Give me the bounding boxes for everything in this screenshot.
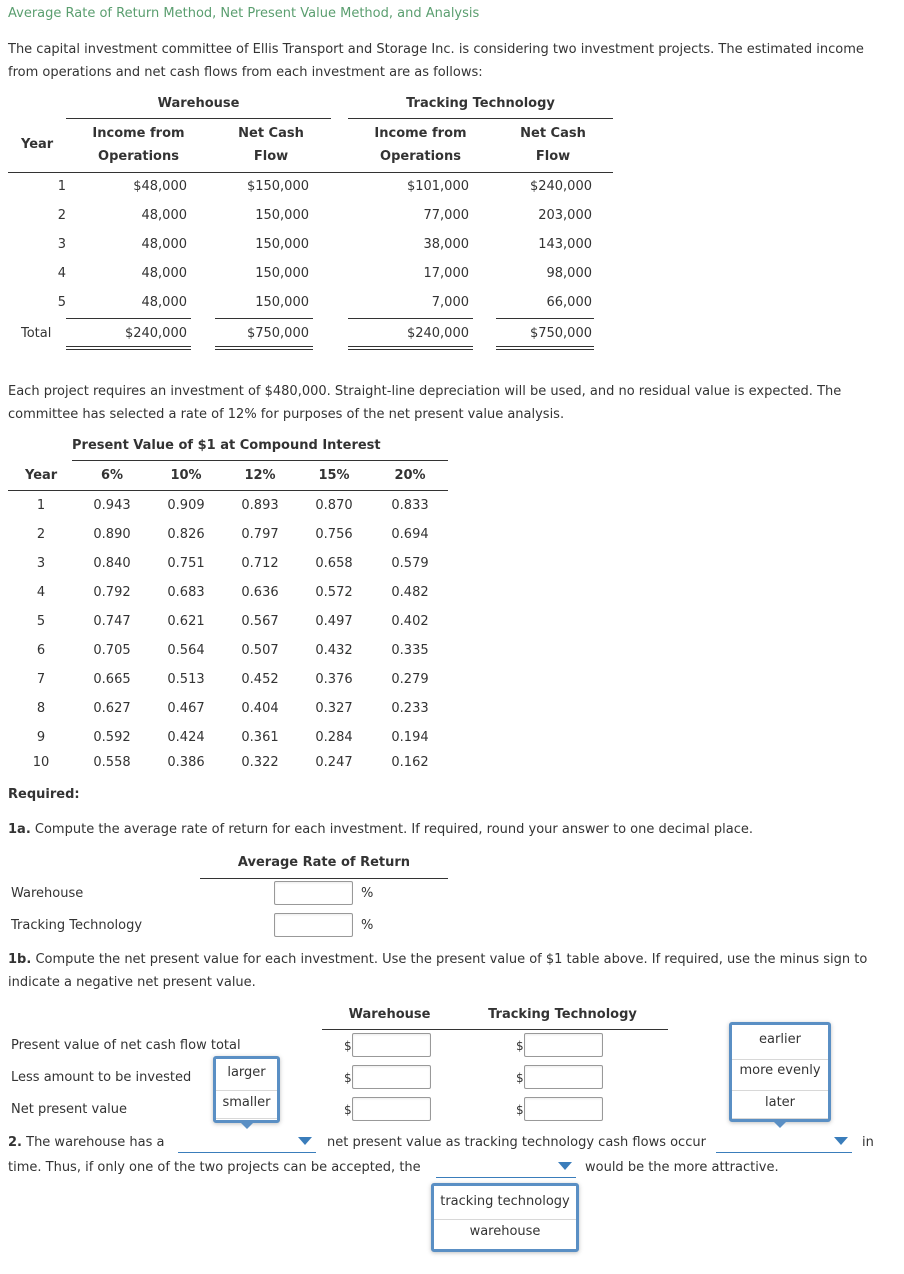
pv-factor-cell: 0.665 [93,672,131,687]
npv-row-pv-label: Present value of net cash flow total [11,1038,241,1053]
npv-w-npv-input[interactable] [352,1097,431,1121]
pv-factor-cell: 0.386 [167,755,205,770]
arr-tracking-input[interactable] [274,913,353,937]
investment-paragraph: Each project requires an investment of $480,000. Straight-line depreciation will be used, and no residual value is expected. The committee has selected a rate of 12% for purposes of the net present value analysis. [8,384,842,422]
pv-factor-cell: 0.507 [241,643,279,658]
col-header-t-income-1: Income from [374,126,467,141]
pv-factor-cell: 0.890 [93,527,131,542]
pv-factor-cell: 0.694 [391,527,429,542]
project-choice-menu [431,1183,579,1252]
npv-comparison-menu [213,1056,280,1123]
pv-factor-cell: 0.636 [241,585,279,600]
total-t-cash: $750,000 [529,326,592,341]
pv-factor-cell: 0.683 [167,585,205,600]
q2-text-a [8,1135,165,1150]
pv-row-year: 9 [36,730,46,745]
pv-row-year: 8 [36,701,46,716]
pv-factor-cell: 0.558 [93,755,131,770]
pv-row-year: 4 [36,585,46,600]
pv-factor-cell: 0.870 [315,498,353,513]
pv-factor-cell: 0.705 [93,643,131,658]
page-title: Average Rate of Return Method, Net Present Value Method, and Analysis [8,6,480,21]
dollar-sign: $ [344,1071,352,1085]
pv-factor-cell: 0.233 [391,701,429,716]
pv-factor-cell: 0.564 [167,643,205,658]
pv-row-year: 5 [36,614,46,629]
pv-factor-cell: 0.284 [315,730,353,745]
q2-text-e: would be the more attractive. [585,1160,779,1175]
cash-row-year: 3 [57,237,66,252]
cash-flow-timing-menu [729,1022,831,1122]
total-w-cash: $750,000 [246,326,309,341]
pv-factor-cell: 0.621 [167,614,205,629]
q2-text-b: net present value as tracking technology cash flows occur [327,1135,706,1150]
cash-row-year: 1 [57,179,66,194]
pv-factor-cell: 0.327 [315,701,353,716]
pv-factor-cell: 0.513 [167,672,205,687]
npv-col-tracking: Tracking Technology [488,1007,637,1022]
q2-text-c: in [862,1135,874,1150]
pv-row-year: 10 [32,755,50,770]
npv-row-npv-label: Net present value [11,1102,128,1117]
menu-option-earlier[interactable]: earlier [732,1032,828,1060]
pv-factor-cell: 0.497 [315,614,353,629]
q2-text-d: time. Thus, if only one of the two projects can be accepted, the [8,1160,421,1175]
menu-option-warehouse[interactable]: warehouse [469,1224,541,1239]
pv-factor-cell: 0.797 [241,527,279,542]
pv-factor-cell: 0.335 [391,643,429,658]
pv-factor-cell: 0.194 [391,730,429,745]
arr-header: Average Rate of Return [237,855,411,870]
chevron-down-icon [834,1137,848,1145]
menu-option-smaller[interactable]: smaller [216,1095,277,1119]
cash-row-w-cash: 150,000 [255,237,309,252]
pv-factor-cell: 0.467 [167,701,205,716]
pv-table-title: Present Value of $1 at Compound Interest [72,438,381,453]
cash-flow-timing-dropdown[interactable] [716,1131,852,1153]
cash-row-t-cash: 98,000 [546,266,592,281]
project-choice-dropdown[interactable] [436,1156,576,1178]
cash-row-t-cash: $240,000 [529,179,592,194]
col-header-w-income-2: Operations [98,149,179,164]
pv-factor-cell: 0.658 [315,556,353,571]
col-header-t-cash-1: Net Cash [520,126,586,141]
pv-rate-header: 10% [170,468,202,483]
chevron-down-icon [298,1137,312,1145]
menu-option-later[interactable]: later [732,1095,828,1119]
cash-row-year: 5 [57,295,66,310]
cash-row-w-income: 48,000 [141,237,187,252]
cash-row-w-cash: 150,000 [255,295,309,310]
pv-factor-cell: 0.247 [315,755,353,770]
total-w-income: $240,000 [124,326,187,341]
npv-t-npv-input[interactable] [524,1097,603,1121]
pv-factor-cell: 0.572 [315,585,353,600]
cash-row-t-income: 17,000 [423,266,469,281]
pv-factor-cell: 0.404 [241,701,279,716]
col-header-t-income-2: Operations [380,149,461,164]
total-t-income: $240,000 [406,326,469,341]
col-header-w-income-1: Income from [92,126,185,141]
q1b-label: 1b. [8,952,32,967]
pv-factor-cell: 0.376 [315,672,353,687]
pv-factor-cell: 0.756 [315,527,353,542]
pv-factor-cell: 0.893 [241,498,279,513]
cash-row-w-income: 48,000 [141,266,187,281]
pv-factor-cell: 0.452 [241,672,279,687]
pv-factor-cell: 0.747 [93,614,131,629]
pv-row-year: 1 [36,498,46,513]
pv-rate-header: 20% [394,468,426,483]
col-header-t-cash-2: Flow [535,149,571,164]
dollar-sign: $ [516,1103,524,1117]
q2-label: 2. [8,1135,22,1150]
pv-factor-cell: 0.840 [93,556,131,571]
intro-paragraph: The capital investment committee of Ellis Transport and Storage Inc. is considering two investment projects. The estimated income from operations and net cash flows from each investment are as follows: [8,42,864,80]
cash-row-w-income: 48,000 [141,208,187,223]
q2-text-a-content: The warehouse has a [26,1135,165,1150]
cash-row-t-cash: 143,000 [538,237,592,252]
npv-col-warehouse: Warehouse [348,1007,431,1022]
pv-factor-cell: 0.402 [391,614,429,629]
cash-row-year: 4 [57,266,66,281]
pv-row-year: 7 [36,672,46,687]
pv-factor-cell: 0.432 [315,643,353,658]
pv-factor-cell: 0.579 [391,556,429,571]
pv-factor-cell: 0.943 [93,498,131,513]
cash-row-t-income: 77,000 [423,208,469,223]
pv-factor-cell: 0.833 [391,498,429,513]
npv-w-pv-input[interactable] [352,1033,431,1057]
pv-factor-cell: 0.712 [241,556,279,571]
dollar-sign: $ [516,1039,524,1053]
pv-factor-cell: 0.361 [241,730,279,745]
npv-t-pv-input[interactable] [524,1033,603,1057]
cash-row-t-cash: 66,000 [546,295,592,310]
dollar-sign: $ [344,1039,352,1053]
pv-col-header-year: Year [25,468,58,483]
q1b-instruction [8,948,894,994]
pv-rate-header: 6% [100,468,124,483]
pv-factor-cell: 0.162 [391,755,429,770]
cash-row-t-cash: 203,000 [538,208,592,223]
pv-factor-cell: 0.424 [167,730,205,745]
cash-row-t-income: $101,000 [406,179,469,194]
col-header-year: Year [21,137,54,152]
cash-row-year: 2 [57,208,66,223]
pv-factor-cell: 0.627 [93,701,131,716]
pv-row-year: 3 [36,556,46,571]
arr-row-warehouse-label: Warehouse [11,886,84,901]
pv-rate-header: 15% [318,468,350,483]
pv-factor-cell: 0.279 [391,672,429,687]
dollar-sign: $ [516,1071,524,1085]
total-label: Total [21,326,52,341]
npv-w-invest-input[interactable] [352,1065,431,1089]
q1a-label: 1a. [8,822,31,837]
arr-row-tracking-label: Tracking Technology [11,918,143,933]
npv-comparison-dropdown[interactable] [178,1131,316,1153]
pv-factor-cell: 0.751 [167,556,205,571]
required-heading: Required: [8,787,80,802]
cash-row-t-income: 38,000 [423,237,469,252]
pv-factor-cell: 0.567 [241,614,279,629]
menu-option-larger[interactable]: larger [216,1065,277,1091]
pv-factor-cell: 0.592 [93,730,131,745]
npv-row-invest-label: Less amount to be invested [11,1070,192,1085]
cash-row-w-cash: $150,000 [246,179,309,194]
cash-row-w-cash: 150,000 [255,266,309,281]
pv-factor-cell: 0.322 [241,755,279,770]
cash-row-w-income: 48,000 [141,295,187,310]
dollar-sign: $ [344,1103,352,1117]
arr-warehouse-pct: % [361,886,374,901]
pv-factor-cell: 0.909 [167,498,205,513]
q1a-instruction [8,822,753,837]
pv-factor-cell: 0.482 [391,585,429,600]
cash-row-t-income: 7,000 [431,295,469,310]
pv-rate-header: 12% [244,468,276,483]
col-header-w-cash-2: Flow [253,149,289,164]
cash-row-w-income: $48,000 [133,179,187,194]
arr-warehouse-input[interactable] [274,881,353,905]
pv-factor-cell: 0.792 [93,585,131,600]
pv-factor-cell: 0.826 [167,527,205,542]
menu-option-more-evenly[interactable]: more evenly [732,1063,828,1091]
col-header-w-cash-1: Net Cash [238,126,304,141]
pv-row-year: 2 [36,527,46,542]
group-header-warehouse: Warehouse [157,96,240,111]
q1a-text: Compute the average rate of return for each investment. If required, round your answer to one decimal place. [34,822,753,837]
cash-row-w-cash: 150,000 [255,208,309,223]
chevron-down-icon [558,1162,572,1170]
q1b-text: Compute the net present value for each investment. Use the present value of $1 table above. If required, use the minus sign to indicate a negative net present value. [8,952,868,990]
menu-option-tracking-technology[interactable]: tracking technology [434,1194,576,1220]
group-header-tracking: Tracking Technology [406,96,555,111]
arr-tracking-pct: % [361,918,374,933]
npv-t-invest-input[interactable] [524,1065,603,1089]
pv-row-year: 6 [36,643,46,658]
